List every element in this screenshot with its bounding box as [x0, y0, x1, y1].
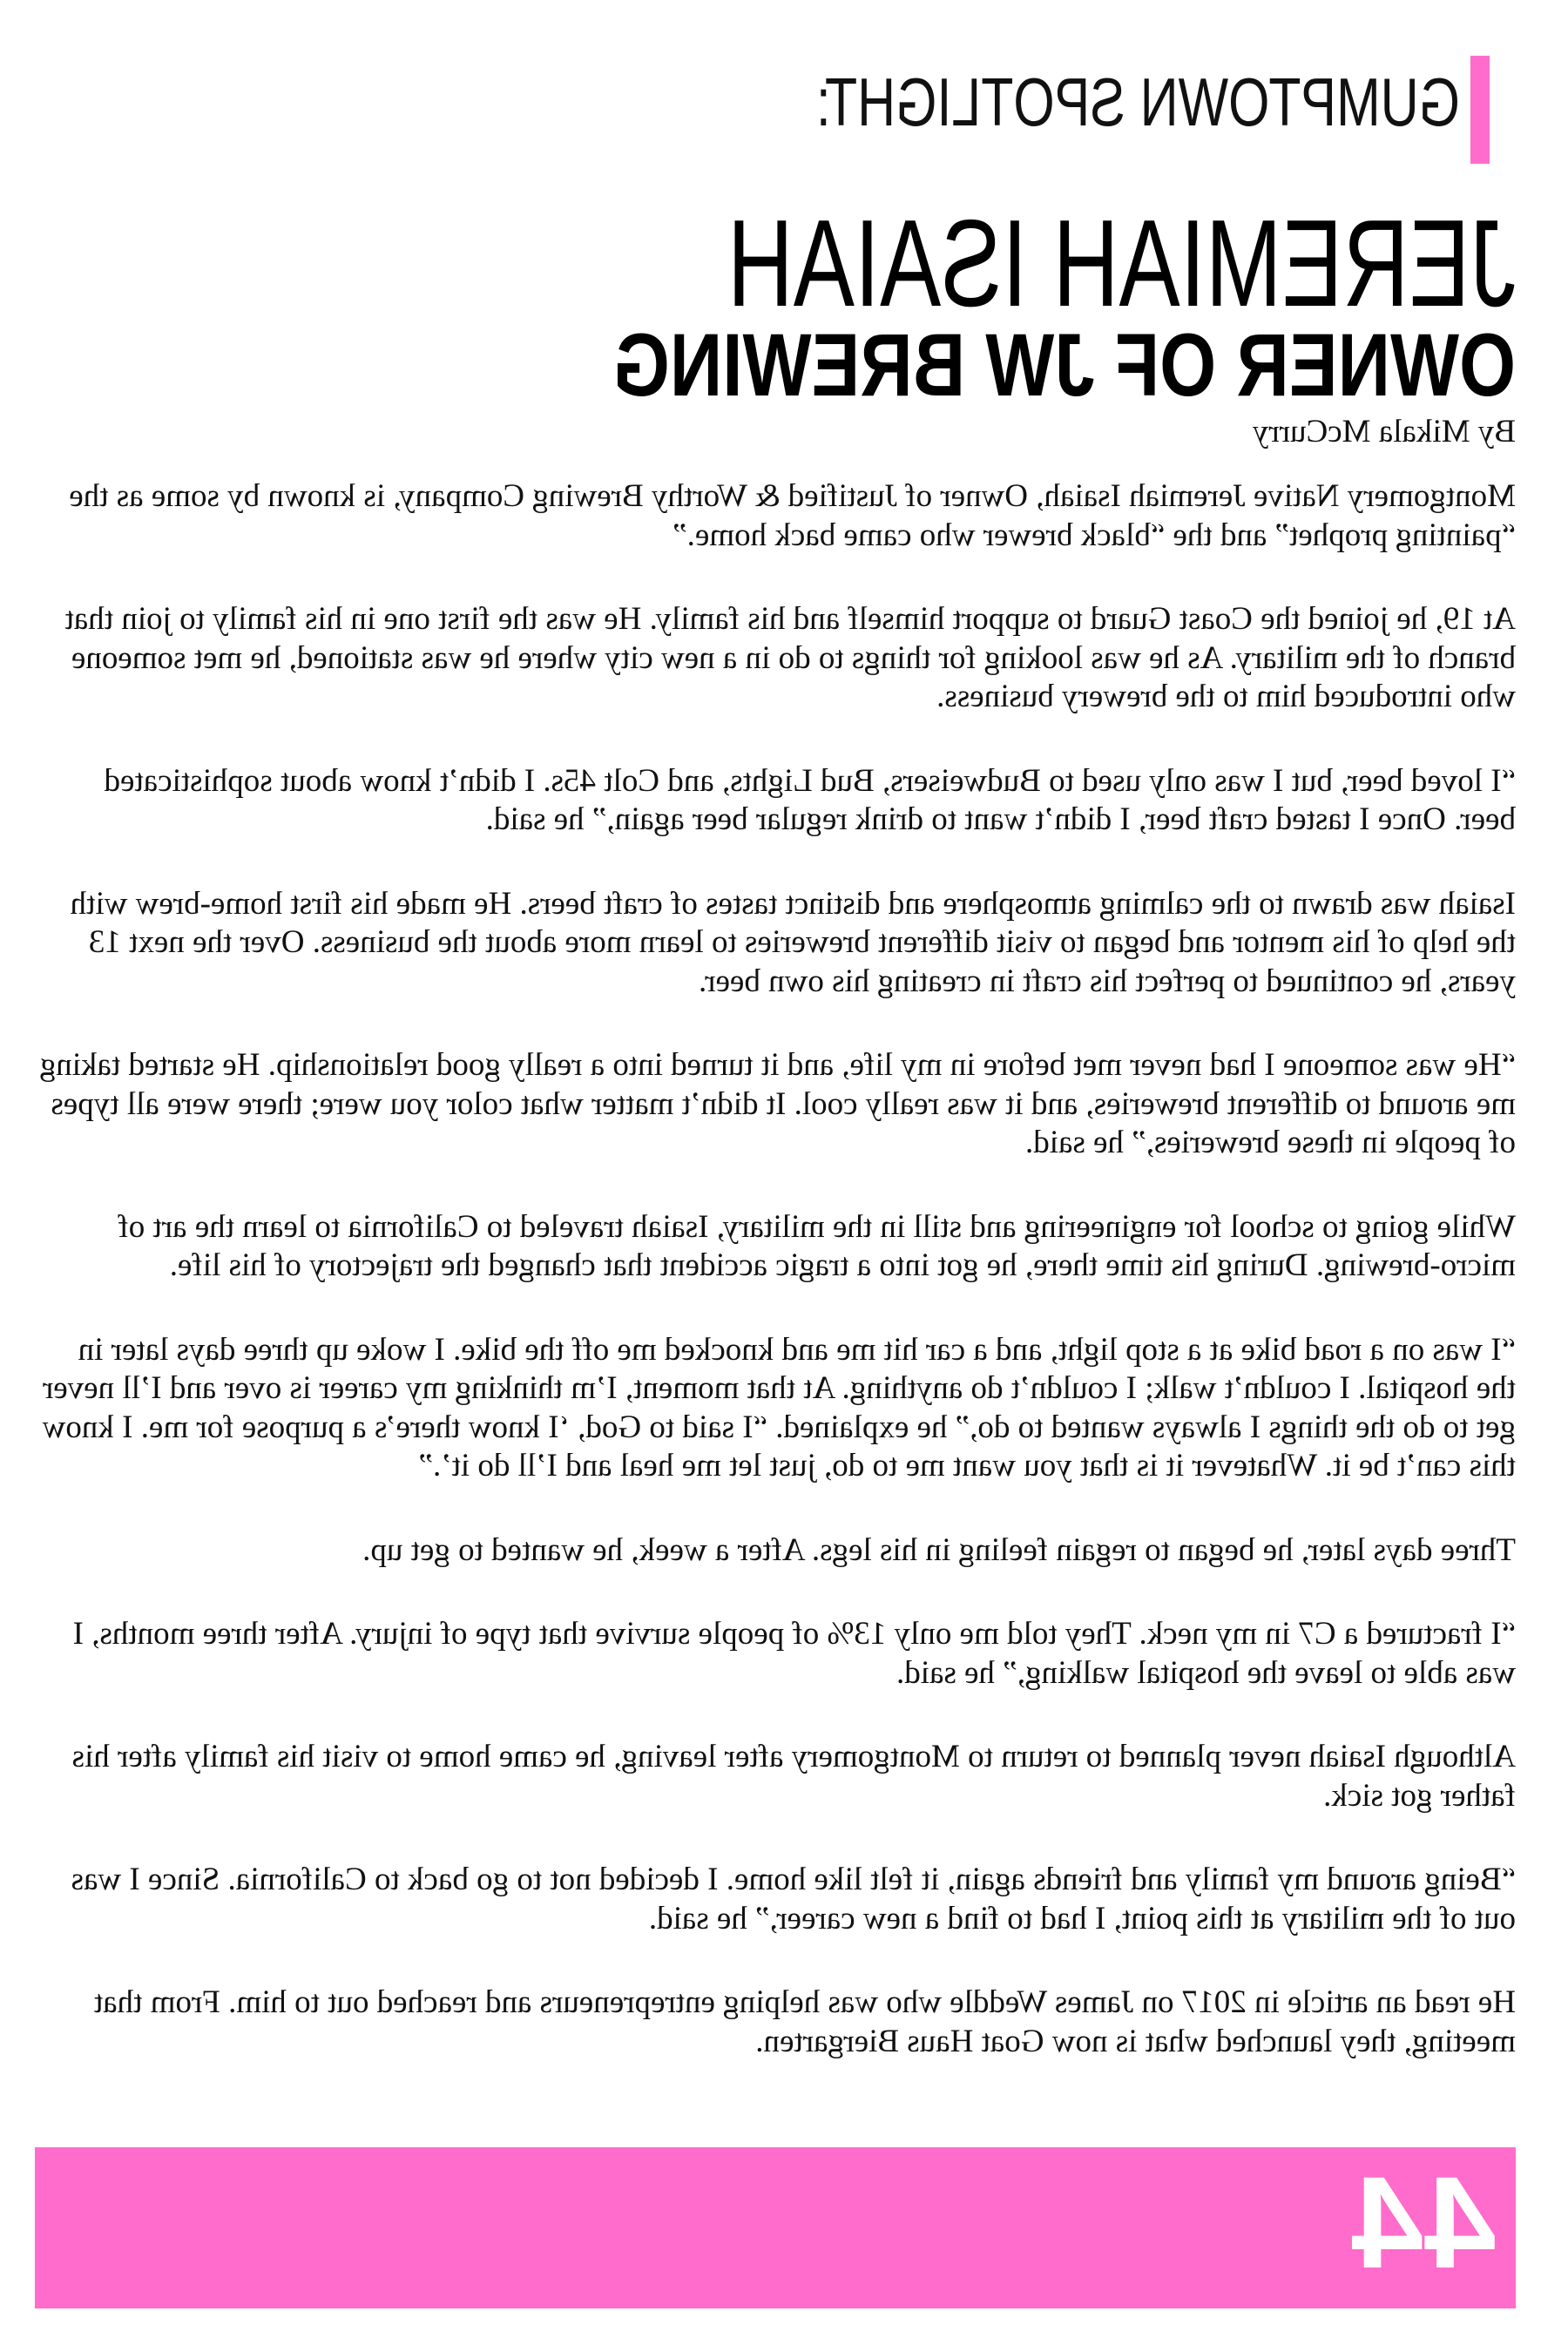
- page-number: 44: [1351, 2149, 1497, 2295]
- article-paragraph: “Being around my family and friends again, it felt like home. I decided not to go back to California. Since I was out of the military at this point, I had to find a new career,” he said.: [71, 1862, 1516, 1936]
- article-paragraph: He read an article in 2017 on James Weddle who was helping entrepreneurs and reached out to him. From that meeting, they launched what is now Goat Haus Biergarten.: [93, 1984, 1516, 2059]
- byline: By Mikala McCurry: [1252, 414, 1516, 449]
- article-paragraph: “I loved beer, but I was only used to Budweisers, Bud Lights, and Colt 45s. I didn’t know about sophisticated beer. Once I tasted craft beer, I didn’t want to drink regular beer again,” he said.: [104, 762, 1516, 837]
- headline-name: JEREMIAH ISAIAH: [727, 194, 1516, 333]
- kicker-accent-bar: [1470, 56, 1490, 164]
- article-body: [39, 477, 1516, 2106]
- article-paragraph: “I was on a road bike at a stop light, and a car hit me and knocked me off the bike. I woke up three days later in the hospital. I couldn’t walk; I couldn’t do anything. At that moment, I’m thinking my career is over and I’ll never get to do the things I always wanted to do,” he explained. “I said to God, ‘I know there’s a purpose for me. I know this can’t be it. Whatever it is that you want me to do, just let me heal and I’ll do it’.”: [42, 1331, 1516, 1484]
- article-paragraph: Montgomery Native Jeremiah Isaiah, Owner of Justified & Worthy Brewing Company, is known by some as the “painting prophet” and the “black brewer who came back home.”: [69, 478, 1516, 553]
- article-paragraph: At 19, he joined the Coast Guard to support himself and his family. He was the first one in his family to join that branch of the military. As he was looking for things to do in a new city where he was stationed, he met someone who introduced him to the brewery business.: [64, 601, 1516, 714]
- article-paragraph: “He was someone I had never met before in my life, and it turned into a really good relationship. He started taking me around to different breweries, and it was really cool. It didn’t matter what color you were; there were all types of people in these breweries,” he said.: [39, 1047, 1516, 1160]
- article-paragraph: Three days later, he began to regain feeling in his legs. After a week, he wanted to get up.: [362, 1531, 1516, 1568]
- article-paragraph: Although Isaiah never planned to return to Montgomery after leaving, he came home to visit his family after his father got sick.: [71, 1739, 1516, 1814]
- article-paragraph: “I fractured a C7 in my neck. They told me only 13% of people survive that type of injury. After three months, I was able to leave the hospital walking,” he said.: [72, 1616, 1516, 1691]
- article-paragraph: Isaiah was drawn to the calming atmosphere and distinct tastes of craft beers. He made his first home-brew with the help of his mentor and began to visit different breweries to learn more about the business. Over the next 13 years, he continued to perfect his craft in creating his own beer.: [70, 885, 1516, 999]
- headline-subtitle: OWNER OF JW BREWING: [612, 315, 1516, 415]
- section-kicker: GUMPTOWN SPOTLIGHT:: [815, 64, 1460, 140]
- footer-accent-bar: [35, 2147, 1516, 2308]
- article-paragraph: While going to school for engineering and still in the military, Isaiah traveled to California to learn the art of micro-brewing. During his time there, he got into a tragic accident that changed the trajectory of his life.: [118, 1208, 1516, 1283]
